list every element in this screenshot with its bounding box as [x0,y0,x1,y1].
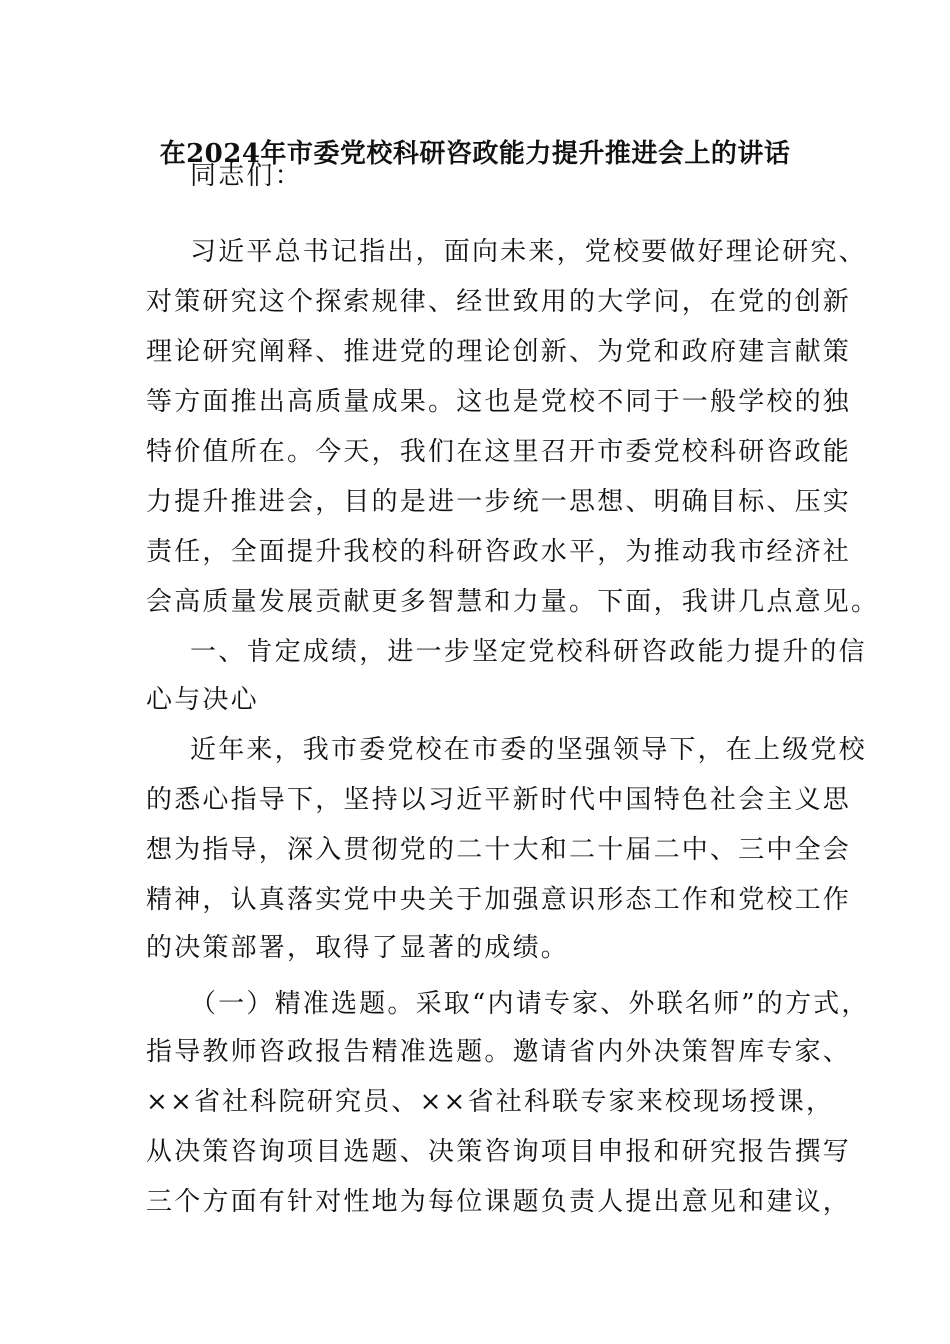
section-heading-line: 心与决心 [146,685,259,715]
subsection-line: 指导教师咨政报告精准选题。邀请省内外决策智库专家、 [146,1037,852,1067]
subsection-line: ××省社科院研究员、××省社科联专家来校现场授课， [146,1087,835,1117]
greeting: 同志们： [190,161,303,191]
intro-line: 等方面推出高质量成果。这也是党校不同于一般学校的独 [146,387,852,417]
section-body-line: 的悉心指导下，坚持以习近平新时代中国特色社会主义思 [146,785,852,815]
intro-line: 责任，全面提升我校的科研咨政水平，为推动我市经济社 [146,537,852,567]
intro-line: 力提升推进会，目的是进一步统一思想、明确目标、压实 [146,487,852,517]
intro-line: 理论研究阐释、推进党的理论创新、为党和政府建言献策 [146,337,852,367]
section-body-line: 精神，认真落实党中央关于加强意识形态工作和党校工作 [146,885,852,915]
intro-line: 特价值所在。今天，我们在这里召开市委党校科研咨政能 [146,437,852,467]
section-heading-line: 一、肯定成绩，进一步坚定党校科研咨政能力提升的信 [190,637,867,667]
section-body-line: 想为指导，深入贯彻党的二十大和二十届二中、三中全会 [146,835,852,865]
subsection-line: 从决策咨询项目选题、决策咨询项目申报和研究报告撰写 [146,1137,852,1167]
section-body-line: 的决策部署，取得了显著的成绩。 [146,933,570,963]
subsection-line: （一）精准选题。采取“内请专家、外联名师”的方式， [190,989,870,1019]
intro-line: 会高质量发展贡献更多智慧和力量。下面，我讲几点意见。 [146,587,880,617]
intro-line: 对策研究这个探索规律、经世致用的大学问，在党的创新 [146,287,852,317]
document-title: 在2024年市委党校科研咨政能力提升推进会上的讲话 [159,139,791,169]
subsection-line: 三个方面有针对性地为每位课题负责人提出意见和建议， [146,1187,852,1217]
intro-line: 习近平总书记指出，面向未来，党校要做好理论研究、 [190,237,867,267]
section-body-line: 近年来，我市委党校在市委的坚强领导下，在上级党校 [190,735,867,765]
